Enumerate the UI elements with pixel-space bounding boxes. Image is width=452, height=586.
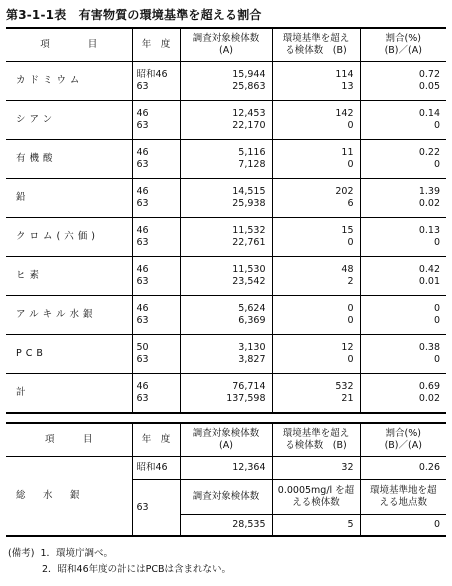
year-cell: 63	[132, 393, 180, 413]
exceed-cell: 532	[272, 374, 360, 394]
note-2-text: 2．昭和46年度の計にはPCBは含まれない。	[42, 564, 232, 575]
year-cell: 昭和46	[132, 62, 180, 82]
exceed-cell: 13	[272, 81, 360, 101]
header-exceed-sub: る検体数 (B)	[285, 440, 347, 451]
ratio-cell: 0.69	[360, 374, 446, 394]
exceed-cell: 2	[272, 276, 360, 296]
year-cell: 46	[132, 101, 180, 121]
exceed-cell: 202	[272, 179, 360, 199]
year-cell: 63	[132, 198, 180, 218]
item-name: ヒ素	[6, 257, 132, 296]
year-cell: 63	[132, 120, 180, 140]
table2-header-row	[6, 423, 446, 457]
ratio-cell: 0.14	[360, 101, 446, 121]
ratio-cell: 0	[360, 315, 446, 335]
header-surveyed-label: 調査対象検体数	[192, 428, 260, 439]
year-cell: 63	[132, 276, 180, 296]
header-item: 項 目	[6, 423, 132, 457]
header-surveyed	[180, 28, 272, 62]
header-surveyed-sub: (A)	[219, 440, 233, 451]
total-mercury-table	[6, 422, 446, 537]
surveyed-cell: 22,761	[180, 237, 272, 257]
year-cell: 63	[132, 354, 180, 374]
exceed-cell: 0	[272, 296, 360, 316]
exceed-cell: 0	[272, 120, 360, 140]
table-row	[6, 335, 446, 355]
year-cell: 46	[132, 374, 180, 394]
header-exceed	[272, 423, 360, 457]
year-cell: 46	[132, 257, 180, 277]
points-cell: 0	[360, 515, 446, 537]
surveyed-cell: 12,364	[180, 457, 272, 480]
exceed-cell: 0	[272, 315, 360, 335]
year-cell: 46	[132, 140, 180, 160]
header-ratio-label: 割合(%)	[385, 33, 421, 44]
header-ratio-sub: (B)／(A)	[384, 440, 422, 451]
surveyed-cell: 25,863	[180, 81, 272, 101]
ratio-cell: 0	[360, 120, 446, 140]
header-exceed-label: 環境基準を超え	[282, 33, 350, 44]
ratio-cell: 0.38	[360, 335, 446, 355]
header-exceed	[272, 28, 360, 62]
item-name: カドミウム	[16, 75, 84, 86]
header-surveyed	[180, 423, 272, 457]
surveyed-cell: 76,714	[180, 374, 272, 394]
surveyed-cell: 5,116	[180, 140, 272, 160]
surveyed-cell: 11,530	[180, 257, 272, 277]
ratio-cell: 1.39	[360, 179, 446, 199]
header-ratio-label: 割合(%)	[385, 428, 421, 439]
table-row	[6, 179, 446, 199]
header-surveyed-label: 調査対象検体数	[192, 33, 260, 44]
table-row	[6, 374, 446, 394]
year-cell: 46	[132, 218, 180, 238]
subheader-exceed-label: 0.0005mg/l を超	[277, 485, 355, 496]
header-ratio	[360, 28, 446, 62]
ratio-cell: 0.02	[360, 198, 446, 218]
ratio-cell: 0.22	[360, 140, 446, 160]
exceed-cell: 0	[272, 354, 360, 374]
exceed-cell: 142	[272, 101, 360, 121]
surveyed-cell: 7,128	[180, 159, 272, 179]
exceed-cell: 0	[272, 159, 360, 179]
table-row	[6, 62, 446, 82]
exceed-cell: 15	[272, 218, 360, 238]
notes-label: (備考)	[8, 548, 35, 559]
item-name: PCB	[6, 335, 132, 374]
item-total-mercury: 総 水 銀	[6, 457, 132, 537]
surveyed-cell: 5,624	[180, 296, 272, 316]
subheader-surveyed: 調査対象検体数	[180, 480, 272, 515]
ratio-cell: 0	[360, 237, 446, 257]
exceed-cell: 11	[272, 140, 360, 160]
year-cell: 46	[132, 296, 180, 316]
header-item: 項 目	[6, 28, 132, 62]
surveyed-cell: 28,535	[180, 515, 272, 537]
header-exceed-label: 環境基準を超え	[282, 428, 350, 439]
year-cell: 63	[132, 159, 180, 179]
table-title: 第3-1-1表 有害物質の環境基準を超える割合	[6, 8, 262, 22]
subheader-points-sub: える地点数	[379, 497, 427, 508]
ratio-cell: 0.02	[360, 393, 446, 413]
subheader-exceed	[272, 480, 360, 515]
note-1-text: 1．環境庁調べ。	[40, 548, 114, 559]
header-ratio	[360, 423, 446, 457]
exceed-cell: 114	[272, 62, 360, 82]
item-name: 鉛	[6, 179, 132, 218]
year-cell: 46	[132, 179, 180, 199]
ratio-cell: 0.13	[360, 218, 446, 238]
ratio-cell: 0	[360, 354, 446, 374]
notes	[8, 546, 231, 578]
table-header-row	[6, 28, 446, 62]
exceed-cell: 48	[272, 257, 360, 277]
header-surveyed-sub: (A)	[219, 45, 233, 56]
subheader-exceed-sub: える検体数	[292, 497, 340, 508]
surveyed-cell: 3,827	[180, 354, 272, 374]
ratio-cell: 0.01	[360, 276, 446, 296]
surveyed-cell: 25,938	[180, 198, 272, 218]
exceed-cell: 32	[272, 457, 360, 480]
header-ratio-sub: (B)／(A)	[384, 45, 422, 56]
table-row	[6, 140, 446, 160]
year-cell: 63	[132, 81, 180, 101]
exceed-cell: 21	[272, 393, 360, 413]
surveyed-cell: 23,542	[180, 276, 272, 296]
exceed-cell: 5	[272, 515, 360, 537]
item-name: アルキル水銀	[6, 296, 132, 335]
exceed-cell: 6	[272, 198, 360, 218]
subheader-points-label: 環境基準地を超	[369, 485, 437, 496]
item-name: シアン	[6, 101, 132, 140]
hazardous-substances-table	[6, 27, 446, 414]
surveyed-cell: 11,532	[180, 218, 272, 238]
surveyed-cell: 3,130	[180, 335, 272, 355]
surveyed-cell: 14,515	[180, 179, 272, 199]
table-row	[6, 218, 446, 238]
table-row	[6, 101, 446, 121]
exceed-cell: 12	[272, 335, 360, 355]
ratio-cell: 0.26	[360, 457, 446, 480]
item-name: 計	[6, 374, 132, 414]
item-name: 有機酸	[6, 140, 132, 179]
item-name: クロム(六価)	[6, 218, 132, 257]
year-cell: 63	[132, 315, 180, 335]
table-row-showa46	[6, 457, 446, 480]
surveyed-cell: 15,944	[180, 62, 272, 82]
surveyed-cell: 22,170	[180, 120, 272, 140]
exceed-cell: 0	[272, 237, 360, 257]
subheader-points	[360, 480, 446, 515]
header-exceed-sub: る検体数 (B)	[285, 45, 347, 56]
header-year: 年 度	[132, 423, 180, 457]
ratio-cell: 0.05	[360, 81, 446, 101]
ratio-cell: 0	[360, 296, 446, 316]
ratio-cell: 0	[360, 159, 446, 179]
surveyed-cell: 137,598	[180, 393, 272, 413]
table-body	[6, 62, 446, 414]
year-cell: 63	[132, 480, 180, 537]
year-cell: 50	[132, 335, 180, 355]
surveyed-cell: 12,453	[180, 101, 272, 121]
note-1	[8, 546, 231, 562]
surveyed-cell: 6,369	[180, 315, 272, 335]
year-cell: 63	[132, 237, 180, 257]
ratio-cell: 0.42	[360, 257, 446, 277]
table-row	[6, 257, 446, 277]
ratio-cell: 0.72	[360, 62, 446, 82]
header-year: 年 度	[132, 28, 180, 62]
year-cell: 昭和46	[132, 457, 180, 480]
table-row	[6, 296, 446, 316]
